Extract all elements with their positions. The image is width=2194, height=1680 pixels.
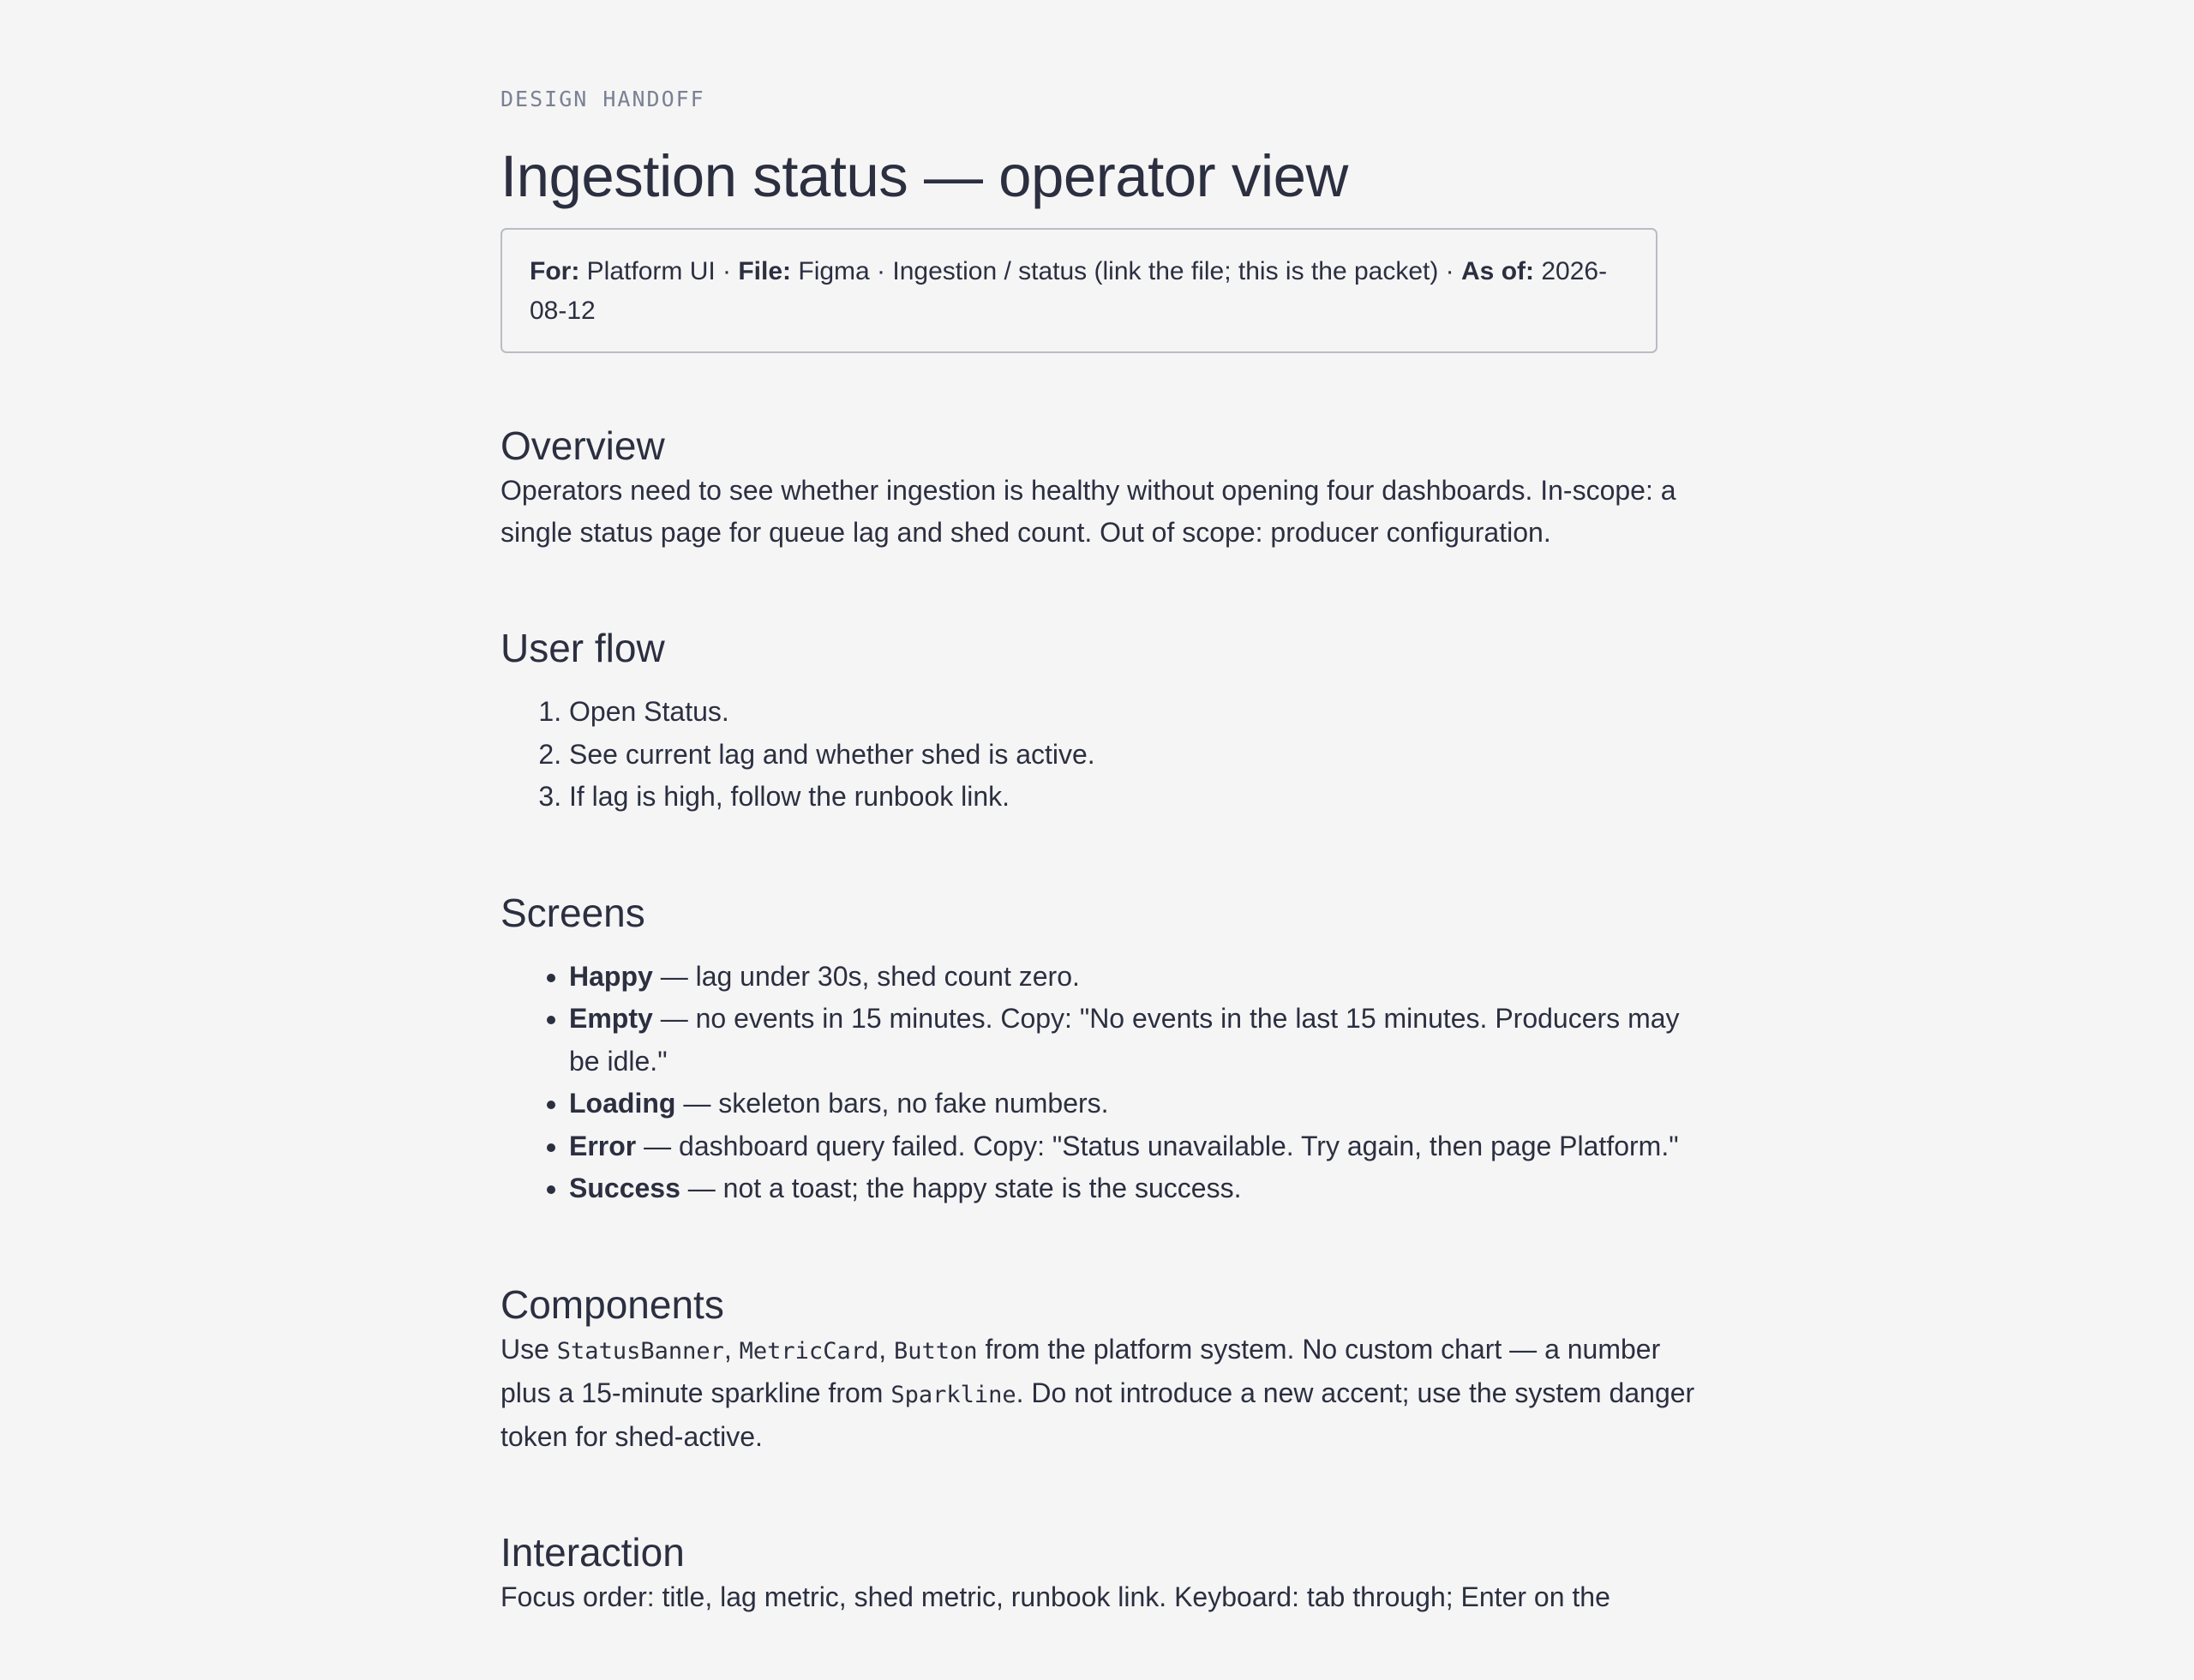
list-item bbox=[569, 956, 1700, 999]
components-text-3: , bbox=[878, 1333, 894, 1365]
screens-heading: Screens bbox=[501, 890, 645, 935]
components-text-1: Use bbox=[501, 1333, 557, 1365]
code-metric-card: MetricCard bbox=[739, 1337, 879, 1365]
list-item bbox=[569, 998, 1700, 1083]
screens-list bbox=[501, 956, 1700, 1210]
screens-section bbox=[501, 889, 1700, 1210]
screen-name: Loading bbox=[569, 1088, 676, 1119]
overview-heading: Overview bbox=[501, 423, 665, 468]
handoff-document bbox=[501, 0, 1700, 1618]
list-item bbox=[569, 1125, 1700, 1168]
components-text-5: . Do not introduce a new accent; use the system danger token for shed-active. bbox=[501, 1377, 1695, 1452]
list-item: 2. See current lag and whether shed is active. bbox=[569, 734, 1700, 777]
interaction-section bbox=[501, 1528, 1700, 1618]
screen-desc: — dashboard query failed. Copy: "Status unavailable. Try again, then page Platform." bbox=[636, 1130, 1679, 1161]
user-flow-heading: User flow bbox=[501, 626, 665, 670]
meta-file-label: File: bbox=[738, 257, 792, 285]
screen-desc: — not a toast; the happy state is the success. bbox=[680, 1173, 1242, 1203]
user-flow-list bbox=[501, 691, 1700, 819]
meta-for-label: For: bbox=[530, 257, 580, 285]
components-text bbox=[501, 1329, 1700, 1458]
screen-desc: — skeleton bars, no fake numbers. bbox=[675, 1088, 1109, 1119]
screen-name: Success bbox=[569, 1173, 680, 1203]
meta-asof-value: 2026-08-12 bbox=[530, 257, 1608, 325]
list-item: 3. If lag is high, follow the runbook link. bbox=[569, 776, 1700, 819]
meta-asof-label: As of: bbox=[1461, 257, 1535, 285]
components-section bbox=[501, 1281, 1700, 1458]
components-text-4: from the platform system. No custom chart — a number plus a 15-minute sparkline from bbox=[501, 1333, 1661, 1408]
meta-box bbox=[501, 228, 1657, 353]
screen-desc: — lag under 30s, shed count zero. bbox=[652, 960, 1080, 992]
list-item bbox=[569, 1167, 1700, 1210]
interaction-heading: Interaction bbox=[501, 1529, 685, 1575]
page-title: Ingestion status — operator view bbox=[501, 143, 1348, 209]
overview-text: Operators need to see whether ingestion is healthy without opening four dashboards. In-scope: a single status page for queue lag and shed count. Out of scope: producer configuration. bbox=[501, 475, 1676, 548]
screen-name: Happy bbox=[569, 960, 653, 992]
code-button: Button bbox=[894, 1337, 978, 1365]
screen-name: Error bbox=[569, 1130, 637, 1161]
code-sparkline: Sparkline bbox=[890, 1381, 1016, 1408]
meta-for-value: Platform UI · bbox=[579, 257, 739, 285]
overview-section bbox=[501, 422, 1700, 554]
list-item: 1. Open Status. bbox=[569, 691, 1700, 734]
screen-desc: — no events in 15 minutes. Copy: "No events in the last 15 minutes. Producers may be idle." bbox=[569, 1003, 1680, 1077]
components-heading: Components bbox=[501, 1281, 724, 1327]
interaction-text: Focus order: title, lag metric, shed metric, runbook link. Keyboard: tab through; Enter on the bbox=[501, 1581, 1610, 1612]
screen-name: Empty bbox=[569, 1003, 653, 1034]
meta-file-value: Figma · Ingestion / status (link the file; this is the packet) · bbox=[791, 257, 1462, 285]
code-status-banner: StatusBanner bbox=[556, 1337, 724, 1365]
list-item bbox=[569, 1083, 1700, 1125]
eyebrow-label: DESIGN HANDOFF bbox=[501, 87, 705, 111]
components-text-2: , bbox=[723, 1333, 740, 1365]
user-flow-section bbox=[501, 624, 1700, 819]
